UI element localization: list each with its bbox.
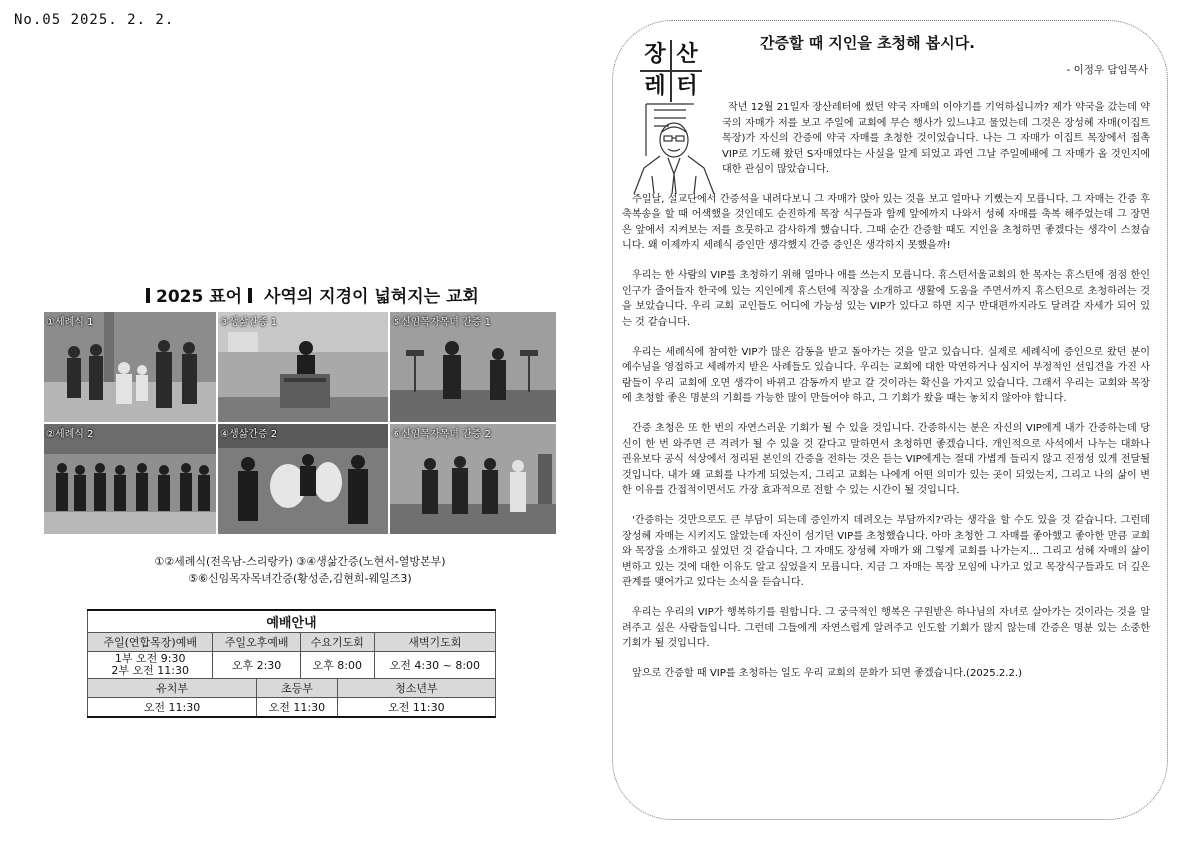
worship-title: 예배안내: [88, 610, 496, 633]
photo-baptism-2: [44, 424, 216, 534]
photo-testimony-2: [218, 424, 388, 534]
value-youth: 오전 11:30: [337, 698, 495, 718]
motto-heading: [140, 282, 479, 307]
photo-caption: ①세례식 1: [46, 317, 94, 328]
letter-paragraph: 우리는 세례식에 참여한 VIP가 많은 감동을 받고 돌아가는 것을 알고 있습니다. 실제로 세례식에 증인으로 왔던 분이 예수님을 영접하고 세례까지 받은 사례들도 있습니다. 우리는 교회에 대한 막연하거나 심지어 부정적인 선입견을 가진 사람들이 우리 교회에 오면 생각이 바뀌고 감동까지 받고 갈 것이라는 확신을 가지고 있습니다. 그래서 우리는 교회와 목장에 초청할 좋은 명분의 기회를 가능한 많이 만들어야 하고, 그 기회가 왔을 때는 놓치지 않아야 합니다.: [622, 346, 1150, 404]
letter-paragraph: 작년 12월 21일자 장산레터에 썼던 약국 자매의 이야기를 기억하십니까? 제가 약국을 갔는데 약국의 자매가 저를 보고 주일에 교회에 무슨 행사가 있느냐고 물었는데 그것은 장성혜 자매(이집트 목장)가 자신의 간증에 약국 자매를 초청한 것이었습니다. 나는 그 자매가 이집트 목장에서 접촉 VIP로 기도해 왔던 S자매였다는 사실을 알게 되었고 과연 그날 주일예배에 그 자매가 올 것인지에 대한 관심이 많았습니다.: [722, 102, 1150, 175]
photo-caption: ③생삶간증 1: [220, 317, 278, 328]
photo-caption: ⑥신임목자목녀 간증 2: [392, 429, 491, 440]
worship-schedule-table: [87, 609, 496, 718]
value-wednesday-prayer: 오후 8:00: [300, 652, 374, 679]
header-sunday-service: 주일(연합목장)예배: [88, 633, 213, 652]
jangsan-letter-logo: [640, 40, 704, 104]
letter-paragraph: 간증 초청은 또 한 번의 자연스러운 기회가 될 수 있을 것입니다. 간증하시는 분은 자신의 VIP에게 내가 간증하는데 당신이 한 번 와주면 큰 격려가 될 수 있을 것 같다고 말하면서 초청하면 좋겠습니다. 개인적으로 사석에서 나누는 대화나 권유보다 공식 석상에서 정리된 본인의 간증을 전하는 것은 듣는 VIP에게는 절대 가볍게 들리지 않고 진정성 있게 전달될 것입니다. 내가 왜 교회를 나가게 되었는지, 그리고 교회는 나에게 어떤 의미가 있는 곳이 되었는지, 그리고 나의 삶이 변한 이유를 간접적이면서도 가장 효과적으로 전할 수 있는 시간이 될 것입니다.: [622, 423, 1150, 496]
value-elementary: 오전 11:30: [257, 698, 338, 718]
value-sunday-service: [88, 652, 213, 679]
caption-line-2: ⑤⑥신임목자목녀간증(황성준,김현희-웨일즈3): [188, 572, 412, 585]
logo-char: 장: [640, 40, 672, 72]
letter-paragraph: 앞으로 간증할 때 VIP를 초청하는 일도 우리 교회의 문화가 되면 좋겠습니다.(2025.2.2.): [632, 668, 1023, 679]
letter-title: 간증할 때 지인을 초청해 봅시다.: [760, 34, 975, 52]
bar-icon: [146, 288, 150, 303]
photo-caption: ②세례식 2: [46, 429, 94, 440]
sunday-first-service: 1부 오전 9:30: [114, 652, 186, 665]
logo-char: 산: [672, 40, 702, 72]
letter-paragraph: '간증하는 것만으로도 큰 부담이 되는데 증인까지 데려오는 부담까지?'라는 생각을 할 수도 있을 것 같습니다. 그런데 장성혜 자매는 시키지도 않았는데 자신이 섬기던 VIP를 초청했습니다. 아마 초청한 그 자매를 좋아했고 좋아한 만큼 교회와 목장을 소개하고 싶었던 것 같습니다. 그 자매도 장성혜 자매가 왜 그렇게 교회를 나가는지... 그리고 성혜 자매의 삶이 변하고 있는 것에 대한 이유도 알고 싶었을지 모릅니다. 지금 그 자매는 목장 모임에 나가고 있고 목장식구들과도 더 깊은 관계를 맺어가고 있다는 소식을 듣습니다.: [622, 515, 1150, 588]
logo-char: 레: [640, 72, 672, 102]
photo-captions: [0, 553, 600, 587]
issue-number: No.05 2025. 2. 2.: [14, 12, 175, 28]
photo-testimony-1: [218, 312, 388, 422]
sunday-second-service: 2부 오전 11:30: [111, 664, 189, 677]
photo-leaders-2: [390, 424, 556, 534]
value-kindergarten: 오전 11:30: [88, 698, 257, 718]
photo-caption: ⑤신임목자목녀 간증 1: [392, 317, 491, 328]
header-wednesday-prayer: 수요기도회: [300, 633, 374, 652]
letter-author: - 이정우 담임목사: [1066, 64, 1148, 76]
header-kindergarten: 유치부: [88, 679, 257, 698]
letter-paragraph: 주일날, 설교단에서 간증석을 내려다보니 그 자매가 앉아 있는 것을 보고 얼마나 기뻤는지 모릅니다. 그 자매는 간증 후 축복송을 할 때 어색했을 것인데도 순진하게 목장 식구들과 함께 앞에까지 나와서 성혜 자매를 축복 해주었는데 그 장면은 앞에서 지켜보는 저를 흐뭇하고 감사하게 했습니다. 그때 순간 간증할 때도 지인을 초청하면 좋겠다는 생각이 스쳤습니다. 왜 이제까지 세례식 증인만 생각했지 간증 증인은 생각하지 못했을까!: [622, 193, 1150, 251]
motto-label: 2025 표어: [156, 287, 243, 307]
caption-line-1: ①②세례식(전옥남-스리랑카) ③④생삶간증(노현서-열방본부): [154, 555, 446, 568]
letter-body: [622, 100, 1150, 696]
header-dawn-prayer: 새벽기도회: [374, 633, 495, 652]
letter-paragraph: 우리는 우리의 VIP가 행복하기를 원합니다. 그 궁극적인 행복은 구원받은 하나님의 자녀로 살아가는 것이라는 것을 알려주고 싶은 사람들입니다. 그런데 그들에게 자연스럽게 알려주고 인도할 기회가 많지 않는데 간증은 명분 있는 소중한 기회가 될 것입니다.: [622, 607, 1150, 649]
header-youth: 청소년부: [337, 679, 495, 698]
value-dawn-prayer: 오전 4:30 ~ 8:00: [374, 652, 495, 679]
photo-leaders-1: [390, 312, 556, 422]
bar-icon: [248, 288, 252, 303]
photo-baptism-1: [44, 312, 216, 422]
motto-text: 사역의 지경이 넓혀지는 교회: [264, 287, 479, 307]
header-sunday-afternoon: 주일오후예배: [213, 633, 300, 652]
header-elementary: 초등부: [257, 679, 338, 698]
logo-char: 터: [676, 74, 698, 99]
photo-caption: ④생삶간증 2: [220, 429, 278, 440]
photo-grid: [44, 312, 556, 534]
value-sunday-afternoon: 오후 2:30: [213, 652, 300, 679]
letter-paragraph: 우리는 한 사람의 VIP를 초청하기 위해 얼마나 애를 쓰는지 모릅니다. 휴스턴서울교회의 한 목자는 휴스턴에 점점 한인 인구가 줄어들자 한국에 있는 지인에게 휴스턴에 직장을 소개하고 생활에 도움을 주면서까지 휴스턴으로 초청하려는 것을 보았습니다. 우리 교회 교인들도 어디에 가능성 있는 VIP가 있다고 하면 지구 반대편까지라도 달려갈 자세가 되어 있는 것 같습니다.: [622, 270, 1150, 328]
